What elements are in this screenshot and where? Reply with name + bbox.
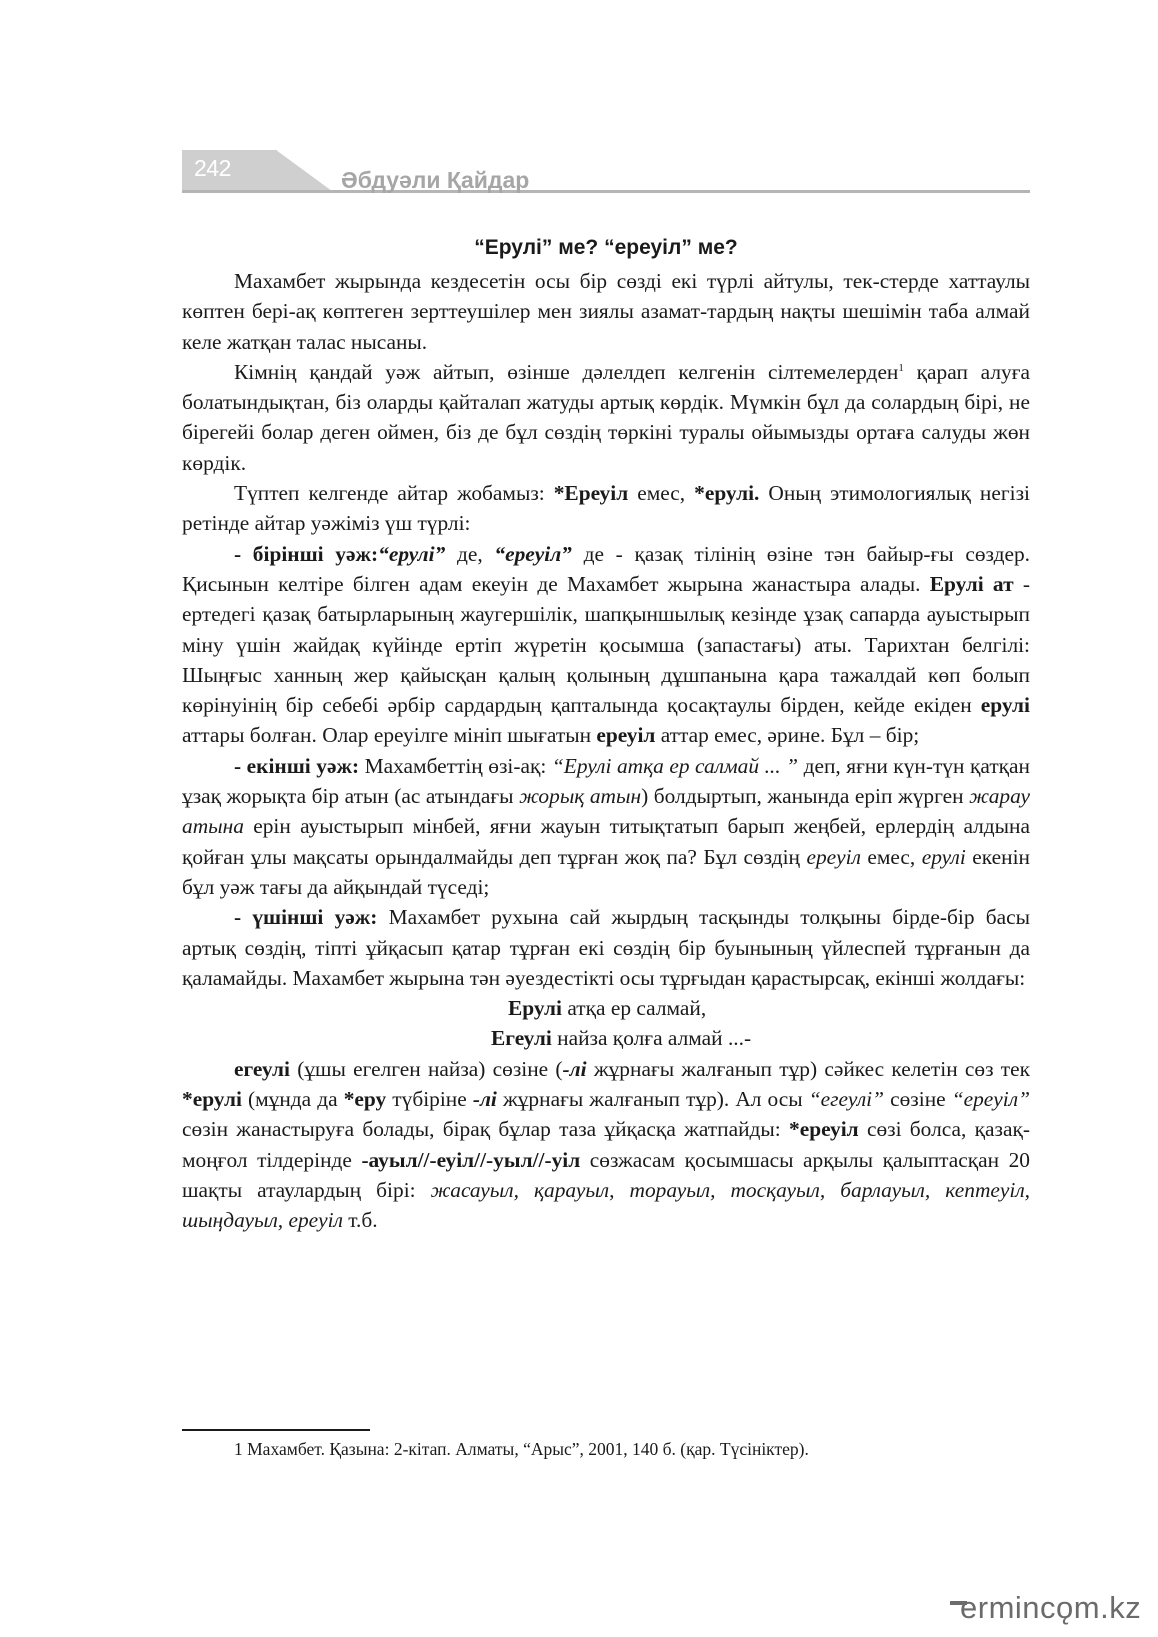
article-title: “Ерулі” ме? “ереуіл” ме? [474,236,738,259]
verse-line-1: Ерулі атқа ер салмай, [508,996,707,1021]
footnote: 1 Махамбет. Қазына: 2-кітап. Алматы, “Арыс”, 2001, 140 б. (қар. Түсініктер). [234,1439,809,1459]
footnote-ref[interactable]: 1 [898,361,904,374]
paragraph-conclusion: егеулі (ұшы егелген найза) сөзіне (-лі жұрнағы жалғанып тұр) сәйкес келетін сөз тек *ерулі (мұнда да *еру түбіріне -лі жұрнағы жалғанып тұр). Ал осы “егеулі” сөзіне “ереуіл” сөзін жанастыруға болады, бірақ бұлар таза ұйқасқа жатпайды: *ереуіл сөзі болса, қазақ-моңғол тілдерінде -ауыл//-еуіл//-уыл//-уіл сөзжасам қосымшасы арқылы қалыптасқан 20 шақты атаулардың бірі: жасауыл, қарауыл, торауыл, тосқауыл, барлауыл, кептеуіл, шыңдауыл, ереуіл т.б. [182,1056,1031,1233]
verse-line-2: Егеулі найза қолға алмай ...- [491,1026,752,1051]
paragraph-argument-3: - үшінші уәж: Махамбет рухына сай жырдың тасқынды толқыны бірде-бір басы артық сөздің, тіпті ұйқасып қатар тұрған екі сөздің бір буынының үйлеспей тұрғанын да қаламайды. Махамбет жырына тән әуездестікті осы тұрғыдан қарастырсақ, екінші жолдағы: [182,905,1030,990]
paragraph-2: Кімнің қандай уәж айтып, өзінше дәлелдеп келгенін сілтемелерден$^1$ қарап алуға болатындықтан, біз оларды қайталап жатуды артық көрдік. Мүмкін бұл да солардың бірі, не бірегейі болар деген оймен, біз де бұл сөздің төркіні туралы ойымызды ортаға салуды жөн көрдік. [182,359,1031,475]
page-number-tab-arrow [276,150,332,191]
paragraph-1: Махамбет жырында кездесетін осы бір сөзді екі түрлі айтулы, тек-стерде хаттаулы көптен бері-ақ көптеген зерттеушілер мен зиялы азамат-тардың нақты шешімін таба алмай келе жатқан талас нысаны. [182,269,1030,354]
article-body [182,266,1030,1236]
watermark-logo: ermincǫm.kz [960,1590,1142,1625]
footnote-rule [182,1429,370,1431]
header-rule [182,190,1030,193]
paragraph-argument-2: - екінші уәж: Махамбеттің өзі-ақ: “Ерулі атқа ер салмай ... ” деп, яғни күн-түн қатқан ұзақ жорықта бір атын (ас атындағы жорық атын) болдыртып, жанында еріп жүрген жарау атына ерін ауыстырып мінбей, яғни жауын титықтатып барып жеңбей, ерлердің алдына қойған ұлы мақсаты орындалмайды деп тұрған жоқ па? Бұл сөздің ереуіл емес, ерулі екенін бұл уәж тағы да айқындай түседі; [182,753,1030,899]
paragraph-argument-1: - бірінші уәж:“ерулі” де, “ереуіл” де - қазақ тілінің өзіне тән байыр-ғы сөздер. Қисынын келтіре білген адам екеуін де Махамбет жырына жанастыра алады. Ерулі ат - ертедегі қазақ батырларының жаугершілік, шапқыншылық кезінде ұзақ сапарда ауыстырып міну үшін жайдақ күйінде ертіп жүретін қосымша (запастағы) аты. Тарихтан белгілі: Шыңғыс ханның жер қайысқан қалың қолының дұшпанына қара тажалдай көп болып көрінуінің бір себебі әрбір сардардың қапталында қосақтаулы бірден, кейде екіден ерулі аттары болған. Олар ереуілге мініп шығатын ереуіл аттар емес, әрине. Бұл – бір; [182,541,1031,748]
running-header-author: Әбдуәли Қайдар [341,167,530,193]
page-number: 242 [194,155,231,181]
paragraph-3: Түптеп келгенде айтар жобамыз: *Ереуіл емес, *ерулі. Оның этимологиялық негізі ретінде айтар уәжіміз үш түрлі: [182,481,1030,536]
magnifier-icon: ǫ [1056,1590,1074,1625]
